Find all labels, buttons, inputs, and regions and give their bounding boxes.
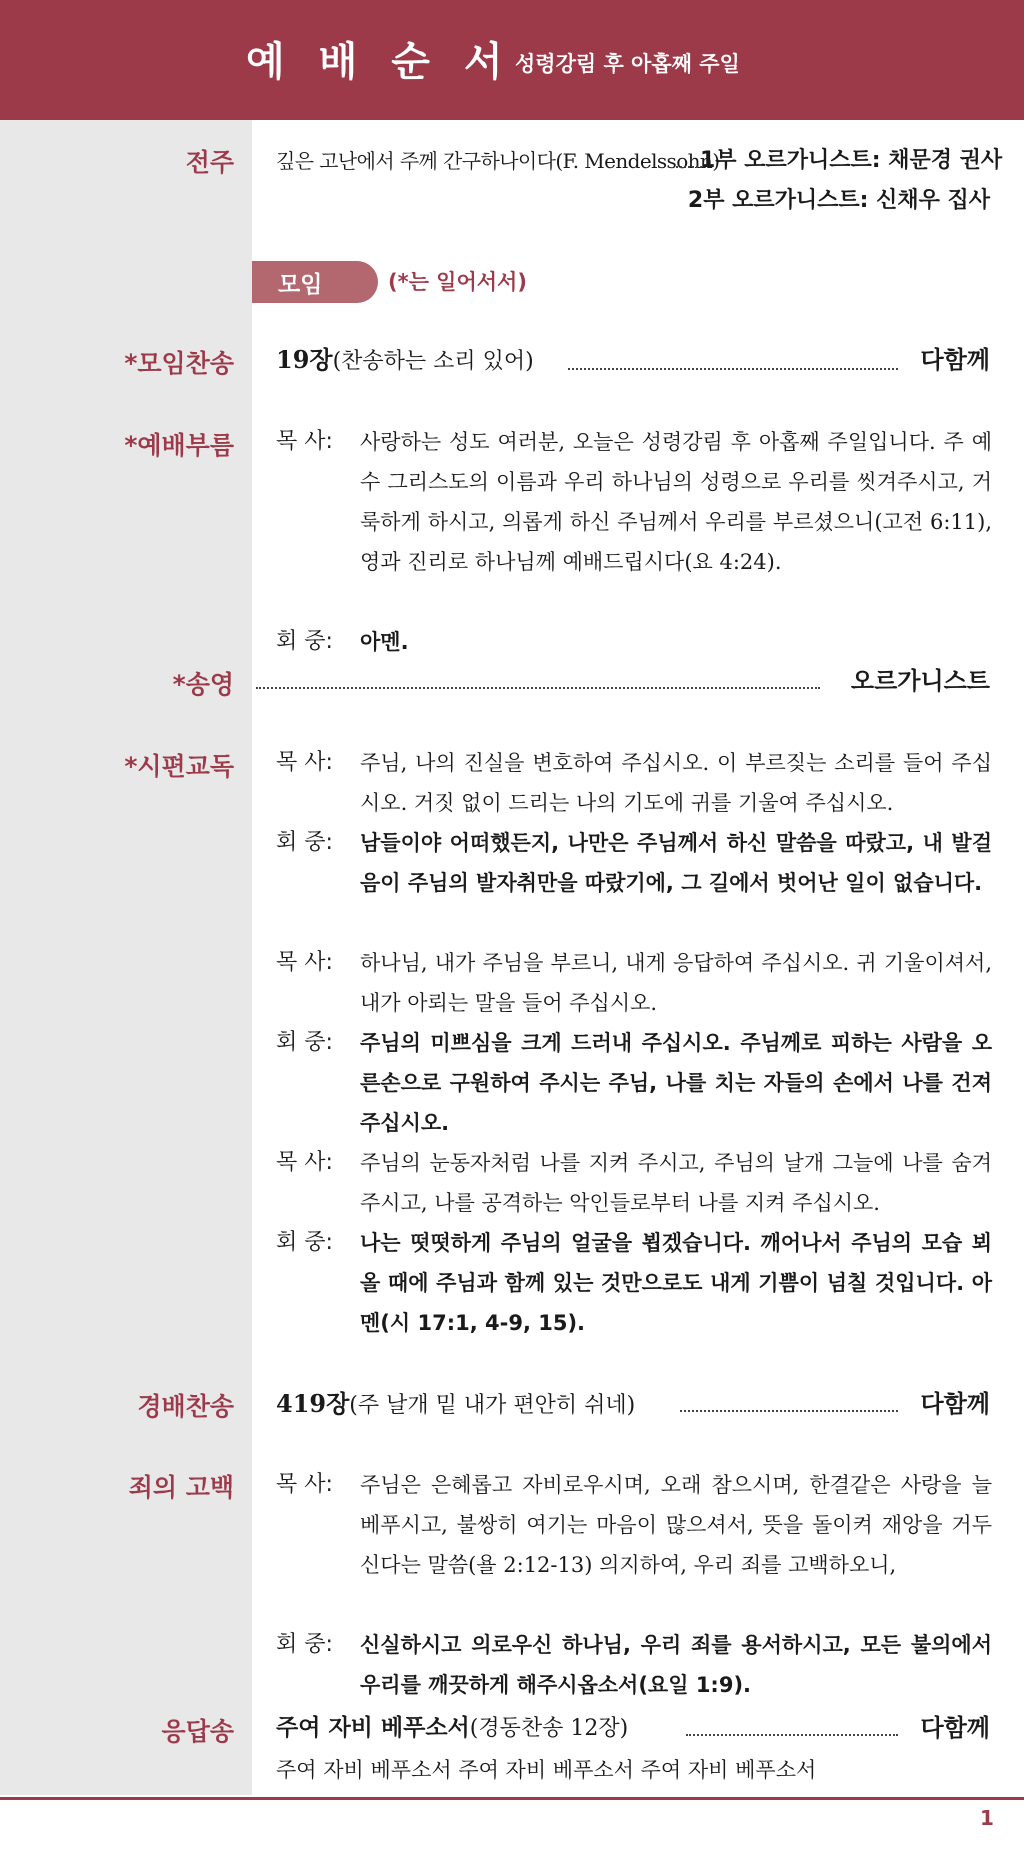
worship-hymn-number: 419장 (276, 1389, 350, 1418)
confession-label: 죄의 고백 (128, 1473, 234, 1502)
leader-dots (686, 1734, 898, 1736)
opening-hymn (276, 340, 534, 382)
call-to-worship-label: *예배부름 (124, 431, 234, 460)
section-badge (252, 261, 378, 303)
psalm-line: 주님의 눈동자처럼 나를 지켜 주시고, 주님의 날개 그늘에 나를 숨겨 주시고, 나를 공격하는 악인들로부터 나를 지켜 주십시오. (360, 1151, 992, 1215)
prelude-piece: 깊은 고난에서 주께 간구하나이다(F. Mendelssohn) (276, 149, 720, 173)
prelude-organist-2: 2부 오르가니스트: 신채우 집사 (687, 188, 990, 213)
opening-hymn-by: 다함께 (920, 346, 990, 374)
psalm-line: 하나님, 내가 주님을 부르니, 내게 응답하여 주십시오. 귀 기울이셔서, 내가 아뢰는 말을 들어 주십시오. (360, 951, 992, 1015)
psalm-line: 나는 떳떳하게 주님의 얼굴을 뵙겠습니다. 깨어나서 주님의 모습 뵈올 때에 주님과 함께 있는 것만으로도 내게 기쁨이 넘칠 것입니다. 아멘(시 17:1, 4-9, 15). (360, 1231, 992, 1335)
response-title: 주여 자비 베푸소서 (276, 1715, 470, 1741)
speaker-congregation: 회 중: (276, 830, 333, 855)
psalm-line: 주님의 미쁘심을 크게 드러내 주십시오. 주님께로 피하는 사람을 오른손으로 구원하여 주시는 주님, 나를 치는 자들의 손에서 나를 건져 주십시오. (360, 1031, 992, 1135)
confession-congregation-text: 신실하시고 의로우신 하나님, 우리 죄를 용서하시고, 모든 불의에서 우리를 깨끗하게 해주시옵소서(요일 1:9). (360, 1633, 992, 1697)
speaker-pastor: 목 사: (276, 950, 333, 975)
worship-hymn-label: 경배찬송 (137, 1392, 234, 1421)
anthem-by: 오르가니스트 (850, 667, 990, 695)
worship-hymn-by: 다함께 (920, 1390, 990, 1418)
anthem-label: *송영 (172, 670, 234, 699)
speaker-congregation: 회 중: (276, 1632, 333, 1657)
header-bar (0, 0, 1024, 120)
confession-pastor-text: 주님은 은혜롭고 자비로우시며, 오래 참으시며, 한결같은 사랑을 늘 베푸시고, 불쌍히 여기는 마음이 많으셔서, 뜻을 돌이켜 재앙을 거두신다는 말씀(욜 2:12-13) 의지하여, 우리 죄를 고백하오니, (360, 1473, 992, 1577)
response-song (276, 1708, 628, 1749)
prelude-label: 전주 (185, 148, 234, 177)
psalm-line: 주님, 나의 진실을 변호하여 주십시오. 이 부르짖는 소리를 들어 주십시오. 거짓 없이 드리는 나의 기도에 귀를 기울여 주십시오. (360, 751, 992, 815)
footer-rule (0, 1797, 1024, 1800)
speaker-pastor: 목 사: (276, 1150, 333, 1175)
opening-hymn-label: *모임찬송 (124, 349, 234, 378)
leader-dots (568, 368, 898, 370)
page-title: 예배순서 (246, 39, 537, 85)
response-source: (경동찬송 12장) (469, 1716, 629, 1741)
leader-dots (676, 166, 702, 168)
opening-hymn-number: 19장 (276, 345, 333, 374)
speaker-congregation: 회 중: (276, 629, 333, 654)
speaker-pastor: 목 사: (276, 1472, 333, 1497)
page-subtitle: 성령강림 후 아홉째 주일 (515, 52, 740, 76)
psalm-line: 남들이야 어떠했든지, 나만은 주님께서 하신 말씀을 따랐고, 내 발걸음이 주님의 발자취만을 따랐기에, 그 길에서 벗어난 일이 없습니다. (360, 831, 992, 895)
speaker-pastor: 목 사: (276, 429, 333, 454)
response-by: 다함께 (920, 1714, 990, 1742)
leader-dots (256, 687, 820, 689)
leader-dots (680, 1410, 898, 1412)
response-label: 응답송 (161, 1717, 234, 1746)
psalm-label: *시편교독 (124, 752, 234, 781)
speaker-congregation: 회 중: (276, 1030, 333, 1055)
call-to-worship-pastor-text: 사랑하는 성도 여러분, 오늘은 성령강림 후 아홉째 주일입니다. 주 예수 그리스도의 이름과 우리 하나님의 성령으로 우리를 씻겨주시고, 거룩하게 하시고, 의롭게 하신 주님께서 우리를 부르셨으니(고전 6:11), 영과 진리로 하나님께 예배드립시다(요 4:24). (360, 430, 992, 574)
call-to-worship-congregation-text: 아멘. (360, 630, 409, 654)
response-lyrics: 주여 자비 베푸소서 주여 자비 베푸소서 주여 자비 베푸소서 (276, 1758, 817, 1782)
standing-note: (*는 일어서서) (388, 270, 527, 294)
opening-hymn-title: (찬송하는 소리 있어) (332, 349, 534, 374)
worship-hymn-title: (주 날개 밑 내가 편안히 쉬네) (349, 1393, 636, 1418)
prelude-organist-1: 1부 오르가니스트: 채문경 권사 (700, 148, 1003, 173)
section-badge-label: 모임 (278, 272, 323, 298)
worship-hymn (276, 1384, 635, 1426)
speaker-congregation: 회 중: (276, 1230, 333, 1255)
speaker-pastor: 목 사: (276, 750, 333, 775)
page-number: 1 (980, 1806, 994, 1830)
